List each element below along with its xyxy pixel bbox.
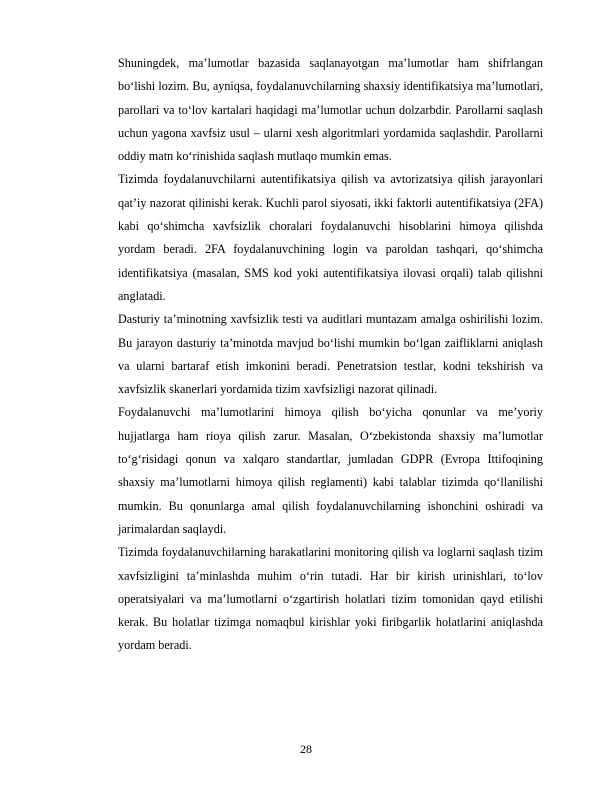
paragraph-2: Tizimda foydalanuvchilarni autentifikatsiya qilish va avtorizatsiya qilish jarayonlari qat’iy nazorat qilinishi kerak. Kuchli parol siyosati, ikki faktorli autentifikatsiya (2FA) kabi qo‘shimcha xavfsizlik choralari foydalanuvchi hisoblarini himoya qilishda yordam beradi. 2FA foydalanuvchining login va paroldan tashqari, qo‘shimcha identifikatsiya (masalan, SMS kod yoki autentifikatsiya ilovasi orqali) talab qilishni anglatadi. <box>118 172 543 303</box>
paragraph-3: Dasturiy ta’minotning xavfsizlik testi va auditlari muntazam amalga oshirilishi lozim. Bu jarayon dasturiy ta’minotda mavjud bo‘lishi mumkin bo‘lgan zaifliklarni aniqlash va ularni bartaraf etish imkonini beradi. Penetratsion testlar, kodni tekshirish va xavfsizlik skanerlari yordamida tizim xavfsizligi nazorat qilinadi. <box>118 312 543 397</box>
page-number: 28 <box>300 742 312 756</box>
paragraph-1: Shuningdek, ma’lumotlar bazasida saqlanayotgan ma’lumotlar ham shifrlangan bo‘lishi lozim. Bu, ayniqsa, foydalanuvchilarning shaxsiy identifikatsiya ma’lumotlari, parollari va to‘lov kartalari haqidagi ma’lumotlar uchun dolzarbdir. Parollarni saqlash uchun yagona xavfsiz usul – ularni xesh algoritmlari yordamida saqlashdir. Parollarni oddiy matn ko‘rinishida saqlash mutlaqo mumkin emas. <box>118 56 543 164</box>
document-body <box>118 52 543 658</box>
paragraph-5: Tizimda foydalanuvchilarning harakatlarini monitoring qilish va loglarni saqlash tizim xavfsizligini ta’minlashda muhim o‘rin tutadi. Har bir kirish urinishlari, to‘lov operatsiyalari va ma’lumotlarni o‘zgartirish holatlari tizim tomonidan qayd etilishi kerak. Bu holatlar tizimga nomaqbul kirishlar yoki firibgarlik holatlarini aniqlashda yordam beradi. <box>118 545 543 653</box>
paragraph-4: Foydalanuvchi ma’lumotlarini himoya qilish bo‘yicha qonunlar va me’yoriy hujjatlarga ham rioya qilish zarur. Masalan, O‘zbekistonda shaxsiy ma’lumotlar to‘g‘risidagi qonun va xalqaro standartlar, jumladan GDPR (Evropa Ittifoqining shaxsiy ma’lumotlarni himoya qilish reglamenti) kabi talablar tizimda qo‘llanilishi mumkin. Bu qonunlarga amal qilish foydalanuvchilarning ishonchini oshiradi va jarimalardan saqlaydi. <box>118 405 543 536</box>
